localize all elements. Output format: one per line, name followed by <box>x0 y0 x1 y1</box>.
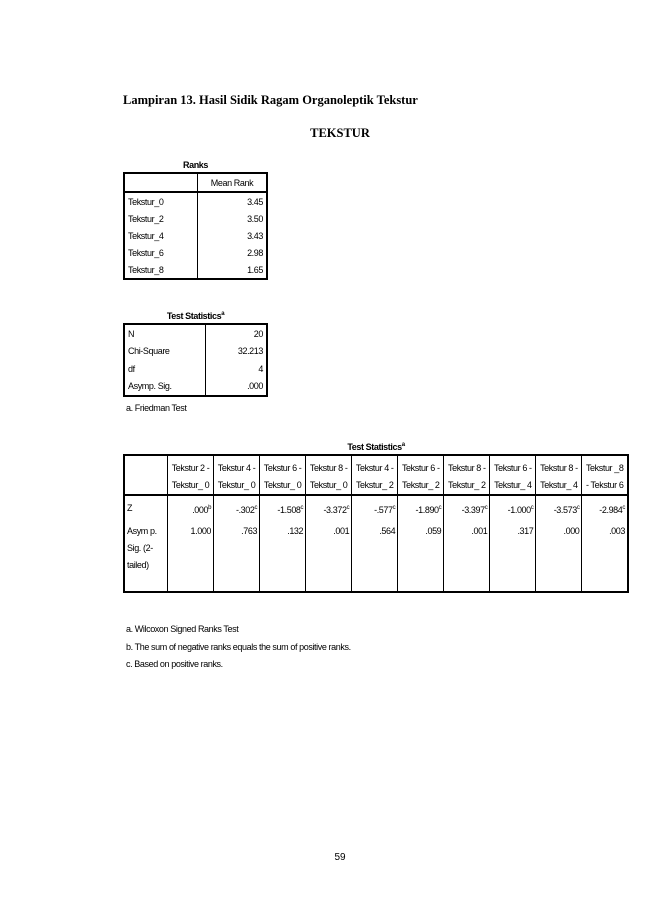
sig-value: .564 <box>352 519 398 592</box>
sig-value: 1.000 <box>168 519 214 592</box>
table-cell <box>124 173 198 192</box>
row-label: N <box>124 324 206 343</box>
row-label: df <box>124 360 206 378</box>
table-row <box>124 244 267 261</box>
row-label: Asymp. Sig. <box>124 378 206 397</box>
sig-value: .317 <box>490 519 536 592</box>
sig-value: .059 <box>398 519 444 592</box>
table-row <box>124 192 267 210</box>
footnote: b. The sum of negative ranks equals the sum of positive ranks. <box>126 641 351 652</box>
table-row <box>124 261 267 279</box>
table-row <box>124 343 267 361</box>
test-stats-1-table <box>123 323 268 397</box>
row-label: Asym p. Sig. (2- tailed) <box>124 519 168 592</box>
stat-value: 32.213 <box>237 346 263 357</box>
row-label: Chi-Square <box>124 343 206 361</box>
footnote: c. Based on positive ranks. <box>126 659 223 669</box>
z-value: -.577$^c$ <box>352 495 398 519</box>
table-row-z <box>124 495 628 519</box>
column-header: Tekstur 4 - Tekstur_ 0 <box>214 455 260 495</box>
stat-value: 20 <box>253 328 263 339</box>
table-row <box>124 324 267 343</box>
table-cell <box>124 455 168 495</box>
z-value: -1.000$^c$ <box>490 495 536 519</box>
row-label: Tekstur_4 <box>124 227 198 244</box>
table-header-row <box>124 455 628 495</box>
test-stats-2-caption: Test Statistics$^a$ <box>347 442 405 452</box>
sig-value: .001 <box>306 519 352 592</box>
mean-rank-value: 1.65 <box>247 264 263 275</box>
stat-value: .000 <box>247 381 263 392</box>
column-header: Tekstur 2 - Tekstur_ 0 <box>168 455 214 495</box>
ranks-table <box>123 172 268 280</box>
table-header-row <box>124 173 267 192</box>
sig-value: .763 <box>214 519 260 592</box>
z-value: -1.890$^c$ <box>398 495 444 519</box>
row-label: Tekstur_2 <box>124 210 198 227</box>
z-value: .000$^b$ <box>168 495 214 519</box>
row-label: Tekstur_0 <box>124 192 198 210</box>
section-title: TEKSTUR <box>310 126 370 140</box>
sig-value: .000 <box>536 519 582 592</box>
ranks-caption: Ranks <box>182 160 208 170</box>
mean-rank-value: 3.50 <box>247 213 263 224</box>
column-header: Tekstur 8 - Tekstur_ 4 <box>536 455 582 495</box>
footnote: a. Wilcoxon Signed Ranks Test <box>126 624 239 634</box>
mean-rank-value: 3.43 <box>247 230 263 241</box>
row-label: Z <box>124 495 168 519</box>
z-value: -3.573$^c$ <box>536 495 582 519</box>
column-header: Tekstur 8 - Tekstur_ 2 <box>444 455 490 495</box>
sig-value: .132 <box>260 519 306 592</box>
stat-value: 4 <box>258 363 263 374</box>
z-value: -2.984$^c$ <box>599 505 625 515</box>
table-row <box>124 227 267 244</box>
column-header: Tekstur 6 - Tekstur_ 0 <box>260 455 306 495</box>
column-header: Tekstur 6 - Tekstur_ 2 <box>398 455 444 495</box>
z-value: -3.397$^c$ <box>444 495 490 519</box>
appendix-title: Lampiran 13. Hasil Sidik Ragam Organoleptik Tekstur <box>123 93 418 107</box>
page-number: 59 <box>334 852 346 863</box>
column-header: Tekstur 8 - Tekstur_ 0 <box>306 455 352 495</box>
column-header: Tekstur 4 - Tekstur_ 2 <box>352 455 398 495</box>
test-stats-2-table <box>123 454 629 593</box>
row-label: Tekstur_6 <box>124 244 198 261</box>
mean-rank-value: 2.98 <box>247 247 263 258</box>
table-row <box>124 210 267 227</box>
column-header: Tekstur _8 - Tekstur 6 <box>582 455 628 495</box>
row-label: Tekstur_8 <box>124 261 198 279</box>
z-value: -1.508$^c$ <box>260 495 306 519</box>
sig-value: .003 <box>609 526 625 536</box>
column-header: Mean Rank <box>198 173 268 192</box>
mean-rank-value: 3.45 <box>247 196 263 207</box>
sig-value: .001 <box>444 519 490 592</box>
table-row <box>124 378 267 397</box>
table-row-sig <box>124 519 628 592</box>
table-row <box>124 360 267 378</box>
footnote: a. Friedman Test <box>126 403 187 413</box>
test-stats-1-caption: Test Statistics$^a$ <box>166 311 225 321</box>
column-header: Tekstur 6 - Tekstur_ 4 <box>490 455 536 495</box>
z-value: -.302$^c$ <box>214 495 260 519</box>
z-value: -3.372$^c$ <box>306 495 352 519</box>
